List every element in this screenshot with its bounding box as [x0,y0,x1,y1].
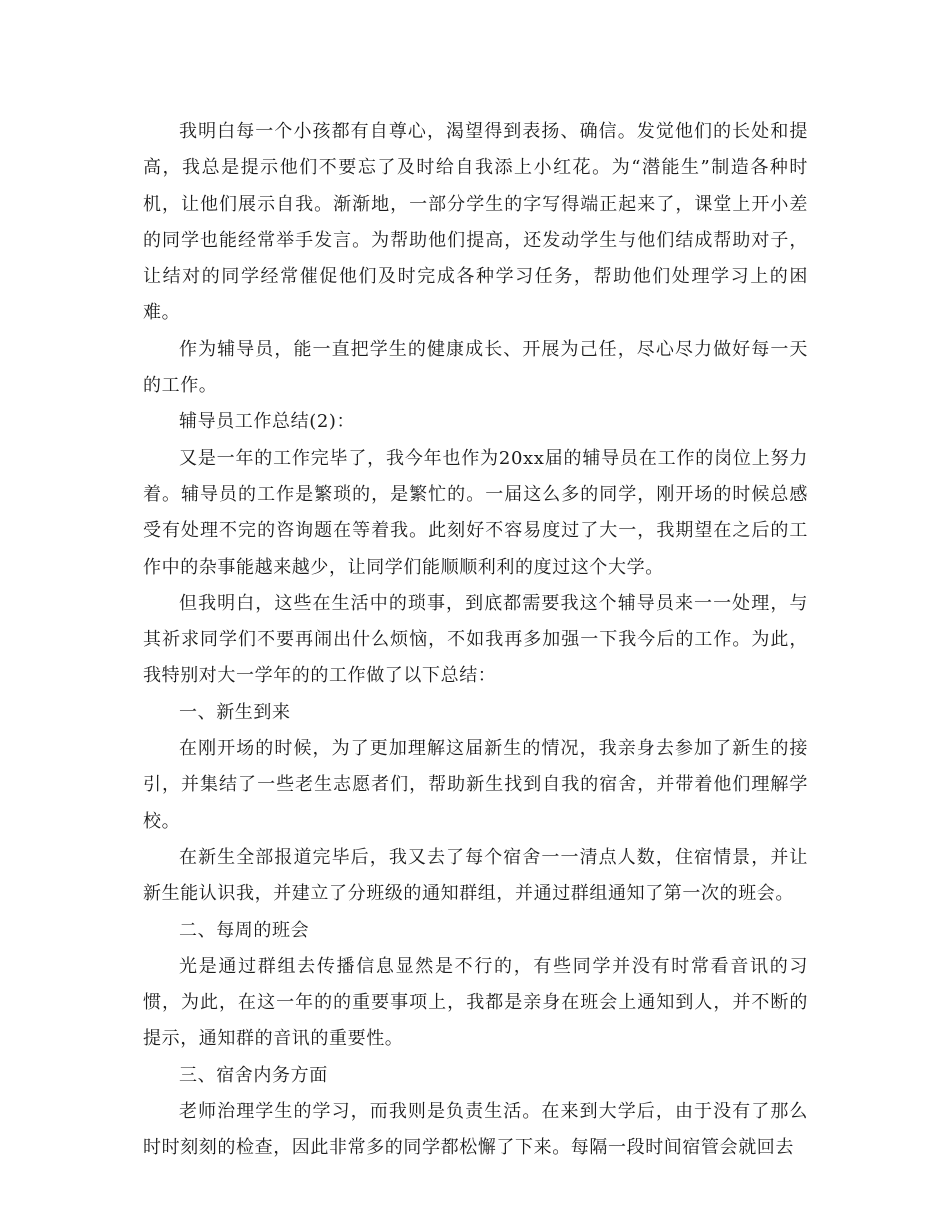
paragraph-dorm-headcount: 在新生全部报道完毕后，我又去了每个宿舍一一清点人数，住宿情景，并让新生能认识我，并建立了分班级的通知群组，并通过群组通知了第一次的班会。 [143,846,808,905]
section-title-summary-2: 辅导员工作总结(2)： [179,411,356,433]
heading-dorm-affairs: 三、宿舍内务方面 [179,1064,328,1086]
heading-weekly-meeting: 二、每周的班会 [179,919,310,941]
heading-new-students: 一、新生到来 [179,701,291,723]
paragraph-encouraging-students: 我明白每一个小孩都有自尊心，渴望得到表扬、确信。发觉他们的长处和提高，我总是提示他们不要忘了及时给自我添上小红花。为“潜能生”制造各种时机，让他们展示自我。渐渐地，一部分学生的字写得端正起来了，课堂上开小差的同学也能经常举手发言。为帮助他们提高，还发动学生与他们结成帮助对子，让结对的同学经常催促他们及时完成各种学习任务，帮助他们处理学习上的困难。 [143,121,808,324]
document-body [143,114,808,1167]
paragraph-summary-intro: 但我明白，这些在生活中的琐事，到底都需要我这个辅导员来一一处理，与其祈求同学们不要再闹出什么烦恼，不如我再多加强一下我今后的工作。为此，我特别对大一学年的的工作做了以下总结： [143,592,808,687]
paragraph-dorm-affairs: 老师治理学生的学习，而我则是负责生活。在来到大学后，由于没有了那么时时刻刻的检查，因此非常多的同学都松懈了下来。每隔一段时间宿管会就回去 [143,1101,808,1159]
paragraph-counselor-duty: 作为辅导员，能一直把学生的健康成长、开展为己任，尽心尽力做好每一天的工作。 [143,338,808,397]
paragraph-year-end: 又是一年的工作完毕了，我今年也作为20xx届的辅导员在工作的岗位上努力着。辅导员的工作是繁琐的，是繁忙的。一届这么多的同学，刚开场的时候总感受有处理不完的咨询题在等着我。此刻好不容易度过了大一，我期望在之后的工作中的杂事能越来越少，让同学们能顺顺利利的度过这个大学。 [143,447,808,578]
paragraph-new-students-reception: 在刚开场的时候，为了更加理解这届新生的情况，我亲身去参加了新生的接引，并集结了一些老生志愿者们，帮助新生找到自我的宿舍，并带着他们理解学校。 [143,738,808,832]
paragraph-weekly-meeting: 光是通过群组去传播信息显然是不行的，有些同学并没有时常看音讯的习惯，为此，在这一年的的重要事项上，我都是亲身在班会上通知到人，并不断的提示，通知群的音讯的重要性。 [143,955,808,1050]
